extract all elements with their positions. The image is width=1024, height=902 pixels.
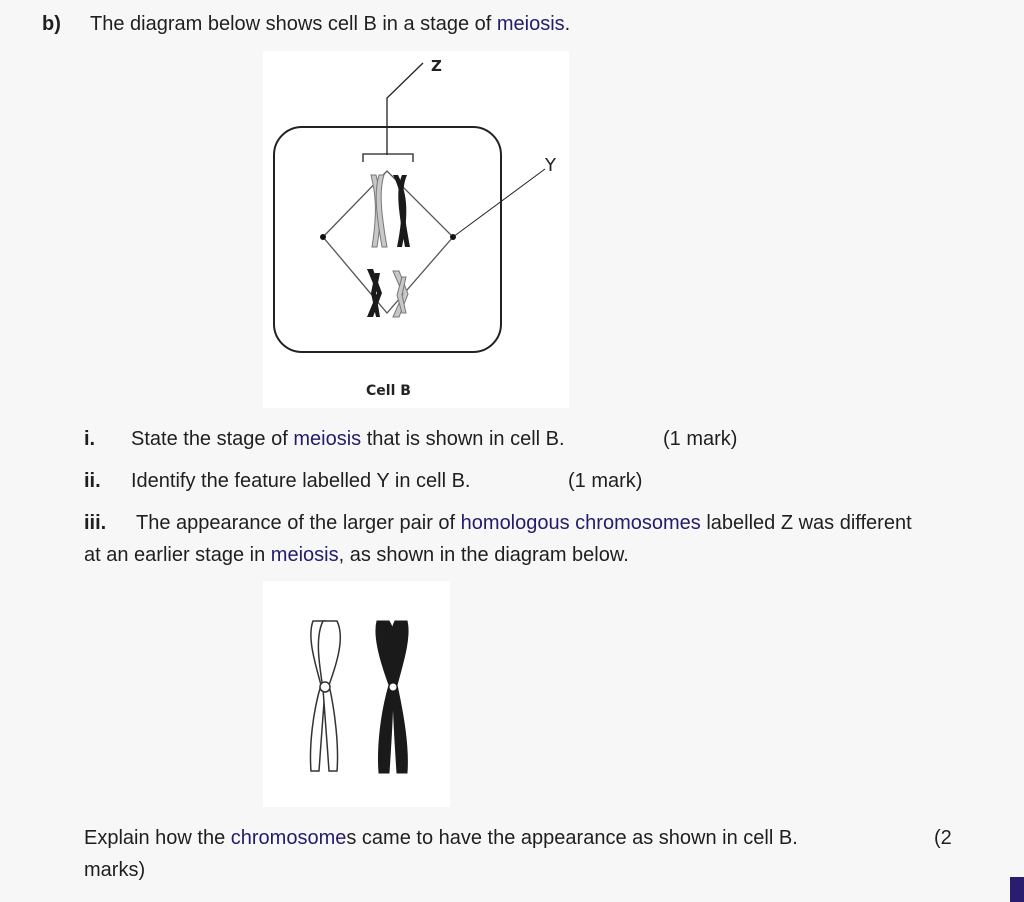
question-i-after: that is shown in cell B. xyxy=(361,428,565,450)
explain-marks-end: marks) xyxy=(84,859,146,881)
bracket xyxy=(363,154,413,162)
chromosome-pair-upper-black xyxy=(393,175,410,247)
keyword-link-meiosis[interactable]: meiosis xyxy=(293,428,362,450)
intro-after: . xyxy=(564,13,571,35)
cell-b-figure xyxy=(263,51,569,408)
earlier-stage-figure xyxy=(263,581,450,807)
keyword-link-homologous-chromosomes[interactable]: homologous chromosomes xyxy=(460,512,701,534)
chromosome-white xyxy=(310,621,340,771)
question-i-before: State the stage of xyxy=(131,428,294,450)
explain-text xyxy=(84,827,798,850)
intro-text xyxy=(90,13,570,36)
label-y: Y xyxy=(545,155,556,176)
accent-tab[interactable] xyxy=(1010,877,1024,902)
question-iii-line2-after: , as shown in the diagram below. xyxy=(338,544,629,566)
question-ii-number: ii. xyxy=(84,470,101,492)
question-ii-marks: (1 mark) xyxy=(568,470,643,492)
centromere-black xyxy=(389,683,397,691)
label-z: Z xyxy=(431,57,442,75)
part-label: b) xyxy=(42,13,61,35)
question-iii-line2 xyxy=(84,544,629,567)
chromosome-pair-upper-grey xyxy=(371,175,387,247)
cell-membrane xyxy=(274,127,501,352)
explain-before: Explain how the xyxy=(84,827,231,849)
cell-caption: Cell B xyxy=(366,383,411,399)
explain-after: s came to have the appearance as shown in cell B. xyxy=(346,827,798,849)
homologous-pair-diagram xyxy=(263,581,450,807)
chromosome-black xyxy=(376,621,408,773)
question-i-marks: (1 mark) xyxy=(663,428,738,450)
keyword-link-meiosis[interactable]: meiosis xyxy=(270,544,339,566)
keyword-link-chromosome[interactable]: chromosome xyxy=(230,827,347,849)
question-iii-line1 xyxy=(136,512,912,535)
intro-before: The diagram below shows cell B in a stage of xyxy=(90,13,497,35)
question-i-text xyxy=(131,428,565,451)
centriole-left xyxy=(320,234,326,240)
question-i-number: i. xyxy=(84,428,96,450)
question-iii-line1-before: The appearance of the larger pair of xyxy=(136,512,461,534)
spindle xyxy=(323,171,453,313)
chromosome-pair-lower xyxy=(367,269,408,317)
label-z-line xyxy=(387,63,423,155)
question-ii-text: Identify the feature labelled Y in cell B. xyxy=(131,470,471,492)
question-iii-number: iii. xyxy=(84,512,107,534)
keyword-link-meiosis[interactable]: meiosis xyxy=(496,13,565,35)
cell-b-diagram xyxy=(263,51,569,408)
label-y-line xyxy=(453,169,545,237)
explain-marks-start: (2 xyxy=(934,827,952,849)
question-iii-line2-before: at an earlier stage in xyxy=(84,544,271,566)
question-iii-line1-after: labelled Z was different xyxy=(700,512,912,534)
